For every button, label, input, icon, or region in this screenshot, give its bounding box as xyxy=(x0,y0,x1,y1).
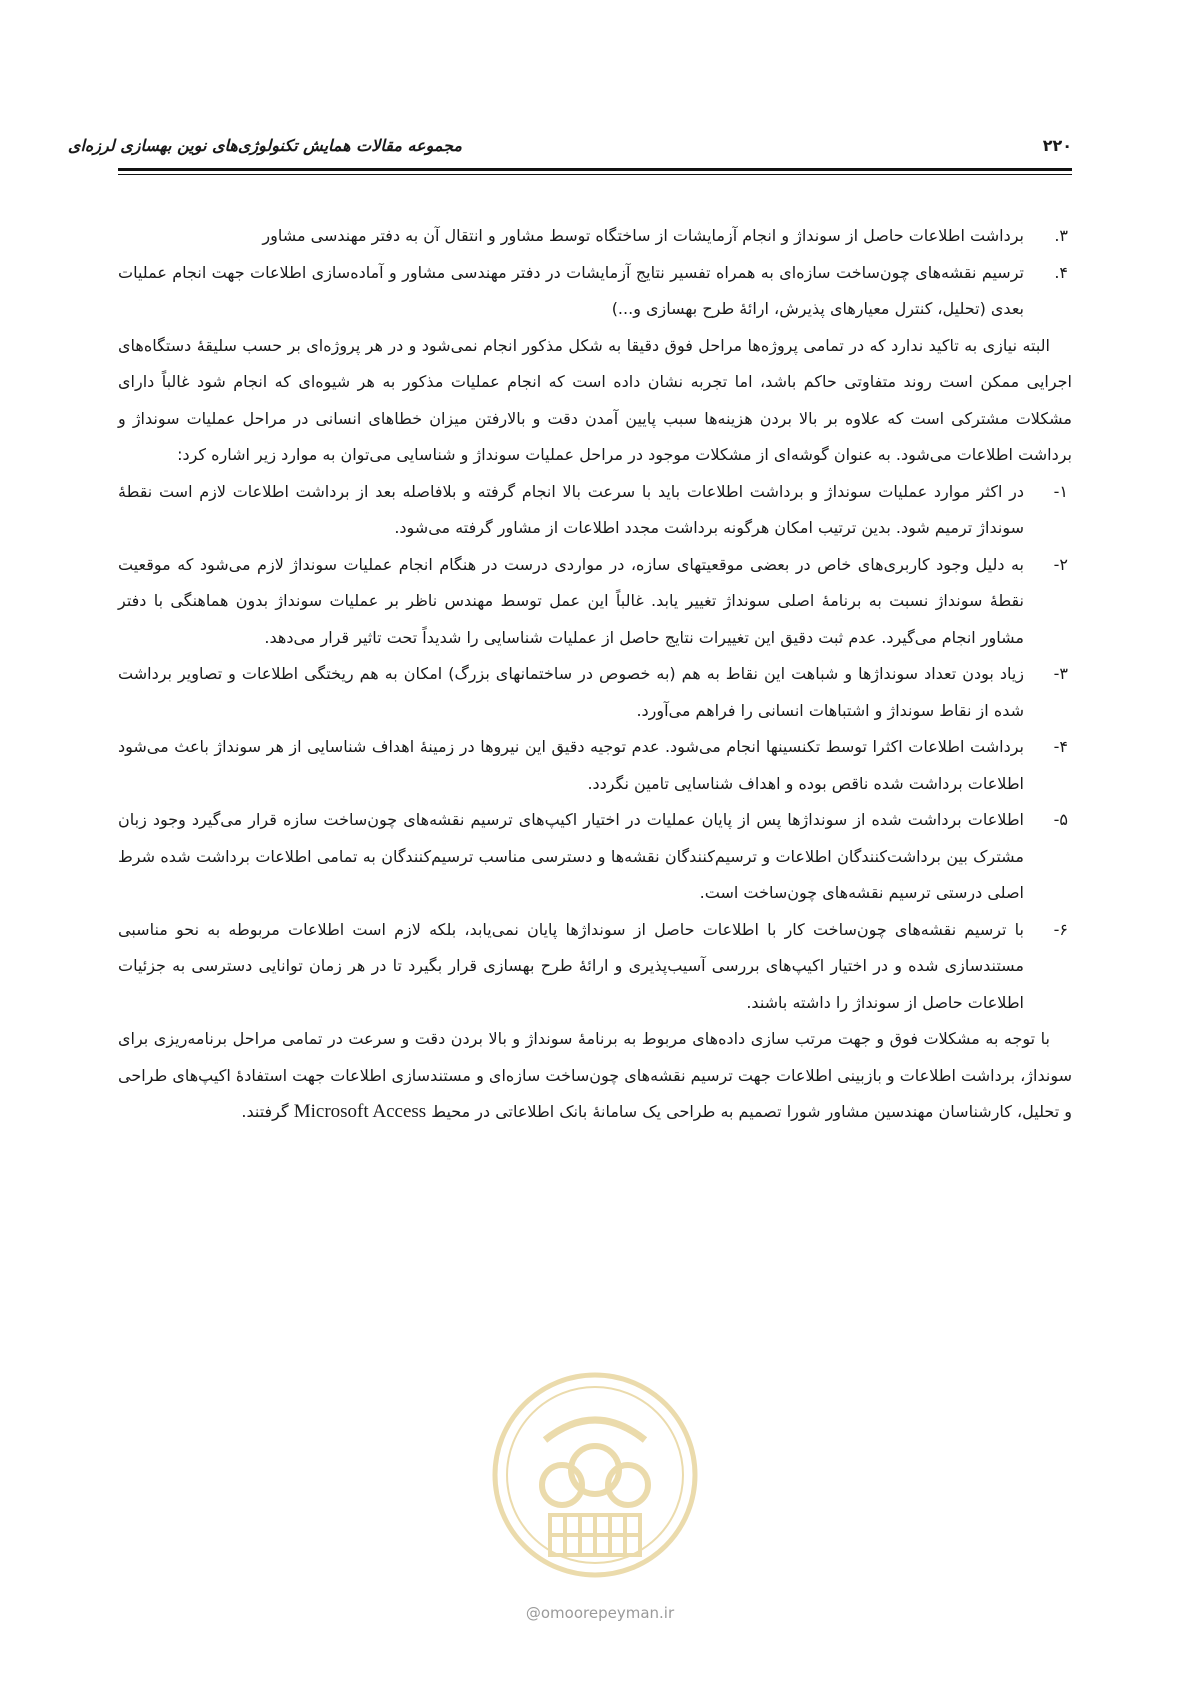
step-item xyxy=(118,255,1072,328)
problem-number: ۲- xyxy=(1053,554,1068,574)
problem-text: زیاد بودن تعداد سونداژها و شباهت این نقاط به هم (به خصوص در ساختمانهای بزرگ) امکان به هم ریختگی اطلاعات و تصاویر برداشت شده از نقاط سونداژ و اشتباهات انسانی را فراهم می‌آورد. xyxy=(118,664,1024,720)
running-header xyxy=(67,132,1072,162)
body-text xyxy=(118,218,1072,1131)
problem-item xyxy=(118,729,1072,802)
problem-text: با ترسیم نقشه‌های چون‌ساخت کار با اطلاعات حاصل از سونداژها پایان نمی‌یابد، بلکه لازم است اطلاعات مربوطه به نحو مناسبی مستندسازی شده و در اختیار اکیپ‌های بررسی آسیب‌پذیری و ارائهٔ طرح بهسازی قرار بگیرد تا در هر زمان توانایی دسترسی به جزئیات اطلاعات حاصل از سونداژ را داشته باشند. xyxy=(118,919,1024,1012)
software-name: Microsoft Access xyxy=(293,1101,427,1122)
problem-item xyxy=(118,912,1072,1022)
conclusion-paragraph xyxy=(118,1021,1072,1131)
problem-item xyxy=(118,474,1072,547)
conclusion-end: گرفتند. xyxy=(241,1102,289,1121)
step-text: ترسیم نقشه‌های چون‌ساخت سازه‌ای به همراه تفسیر نتایج آزمایشات در دفتر مهندسی مشاور و آماده‌سازی اطلاعات جهت انجام عملیات بعدی (تحلیل، کنترل معیارهای پذیرش، ارائهٔ طرح بهسازی و...) xyxy=(118,262,1024,318)
problem-item xyxy=(118,656,1072,729)
problem-number: ۴- xyxy=(1053,737,1068,756)
problem-number: ۶- xyxy=(1053,919,1068,939)
problem-number: ۳- xyxy=(1053,664,1068,683)
problem-item xyxy=(118,547,1072,657)
problem-item xyxy=(118,802,1072,912)
step-number: ۳. xyxy=(1054,226,1068,245)
watermark-seal-icon xyxy=(490,1370,700,1580)
problem-text: برداشت اطلاعات اکثرا توسط تکنسینها انجام می‌شود. عدم توجیه دقیق این نیروها در زمینهٔ اهداف شناسایی از هر سونداژ باعث می‌شود اطلاعات برداشت شده ناقص بوده و اهداف شناسایی تامین نگردد. xyxy=(118,737,1024,793)
problem-text: به دلیل وجود کاربری‌های خاص در بعضی موقعیتهای سازه، در مواردی درست در هنگام انجام عملیات سونداژ لازم می‌شود که موقعیت نقطهٔ سونداژ نسبت به برنامهٔ اصلی سونداژ تغییر یابد. غالباً این عمل توسط مهندس ناظر بر عملیات سونداژ بدون هماهنگی با دفتر مشاور انجام می‌گیرد. عدم ثبت دقیق این تغییرات نتایج حاصل از عملیات شناسایی را شدیداً تحت تاثیر قرار می‌دهد. xyxy=(118,554,1024,647)
page-number: ۲۲۰ xyxy=(1042,136,1072,155)
problem-number: ۱- xyxy=(1053,481,1068,501)
conclusion-text: با توجه به مشکلات فوق و جهت مرتب سازی داده‌های مربوط به برنامهٔ سونداژ و بالا بردن دقت و سرعت در تمامی مراحل برنامه‌ریزی برای سونداژ، برداشت اطلاعات و بازبینی اطلاعات جهت ترسیم نقشه‌های چون‌ساخت سازه‌ای و مستندسازی اطلاعات جهت استفادهٔ اکیپ‌های طراحی و تحلیل، کارشناسان مهندسین مشاور شورا تصمیم به طراحی یک سامانهٔ بانک اطلاعاتی در محیط xyxy=(118,1029,1072,1121)
running-header-title: مجموعه مقالات همایش تکنولوژی‌های نوین بهسازی لرزه‌ای xyxy=(67,136,462,155)
header-rule xyxy=(118,168,1072,171)
step-number: ۴. xyxy=(1054,262,1068,282)
intro-paragraph: البته نیازی به تاکید ندارد که در تمامی پروژه‌ها مراحل فوق دقیقا به شکل مذکور انجام نمی‌شود و در هر پروژه‌ای بر حسب سلیقهٔ دستگاه‌های اجرایی ممکن است روند متفاوتی حاکم باشد، اما تجربه نشان داده است که انجام عملیات مذکور به هر شیوه‌ای که انجام شود غالباً دارای مشکلات مشترکی است که علاوه بر بالا بردن هزینه‌ها سبب پایین آمدن دقت و بالارفتن میزان خطاهای انسانی در مراحل عملیات سونداژ و برداشت اطلاعات می‌شود. به عنوان گوشه‌ای از مشکلات موجود در مراحل عملیات سونداژ و شناسایی می‌توان به موارد زیر اشاره کرد: xyxy=(118,335,1072,464)
step-item xyxy=(118,218,1072,255)
watermark-url: @omoorepeyman.ir xyxy=(525,1604,675,1622)
step-text: برداشت اطلاعات حاصل از سونداژ و انجام آزمایشات از ساختگاه توسط مشاور و انتقال آن به دفتر مهندسی مشاور xyxy=(262,226,1024,245)
header-rule-thin xyxy=(118,174,1072,175)
problem-number: ۵- xyxy=(1053,810,1068,829)
problem-text: اطلاعات برداشت شده از سونداژها پس از پایان عملیات در اختیار اکیپ‌های ترسیم نقشه‌های چون‌ساخت سازه قرار می‌گیرد وجود زبان مشترک بین برداشت‌کنندگان اطلاعات و ترسیم‌کنندگان نقشه‌ها و دسترسی مناسب ترسیم‌کنندگان به تمامی اطلاعات برداشت شده شرط اصلی درستی ترسیم نقشه‌های چون‌ساخت است. xyxy=(118,810,1024,902)
problem-text: در اکثر موارد عملیات سونداژ و برداشت اطلاعات باید با سرعت بالا انجام گرفته و بلافاصله بعد از برداشت اطلاعات لازم است نقطهٔ سونداژ ترمیم شود. بدین ترتیب امکان هرگونه برداشت مجدد اطلاعات از مشاور گرفته می‌شود. xyxy=(118,481,1024,537)
